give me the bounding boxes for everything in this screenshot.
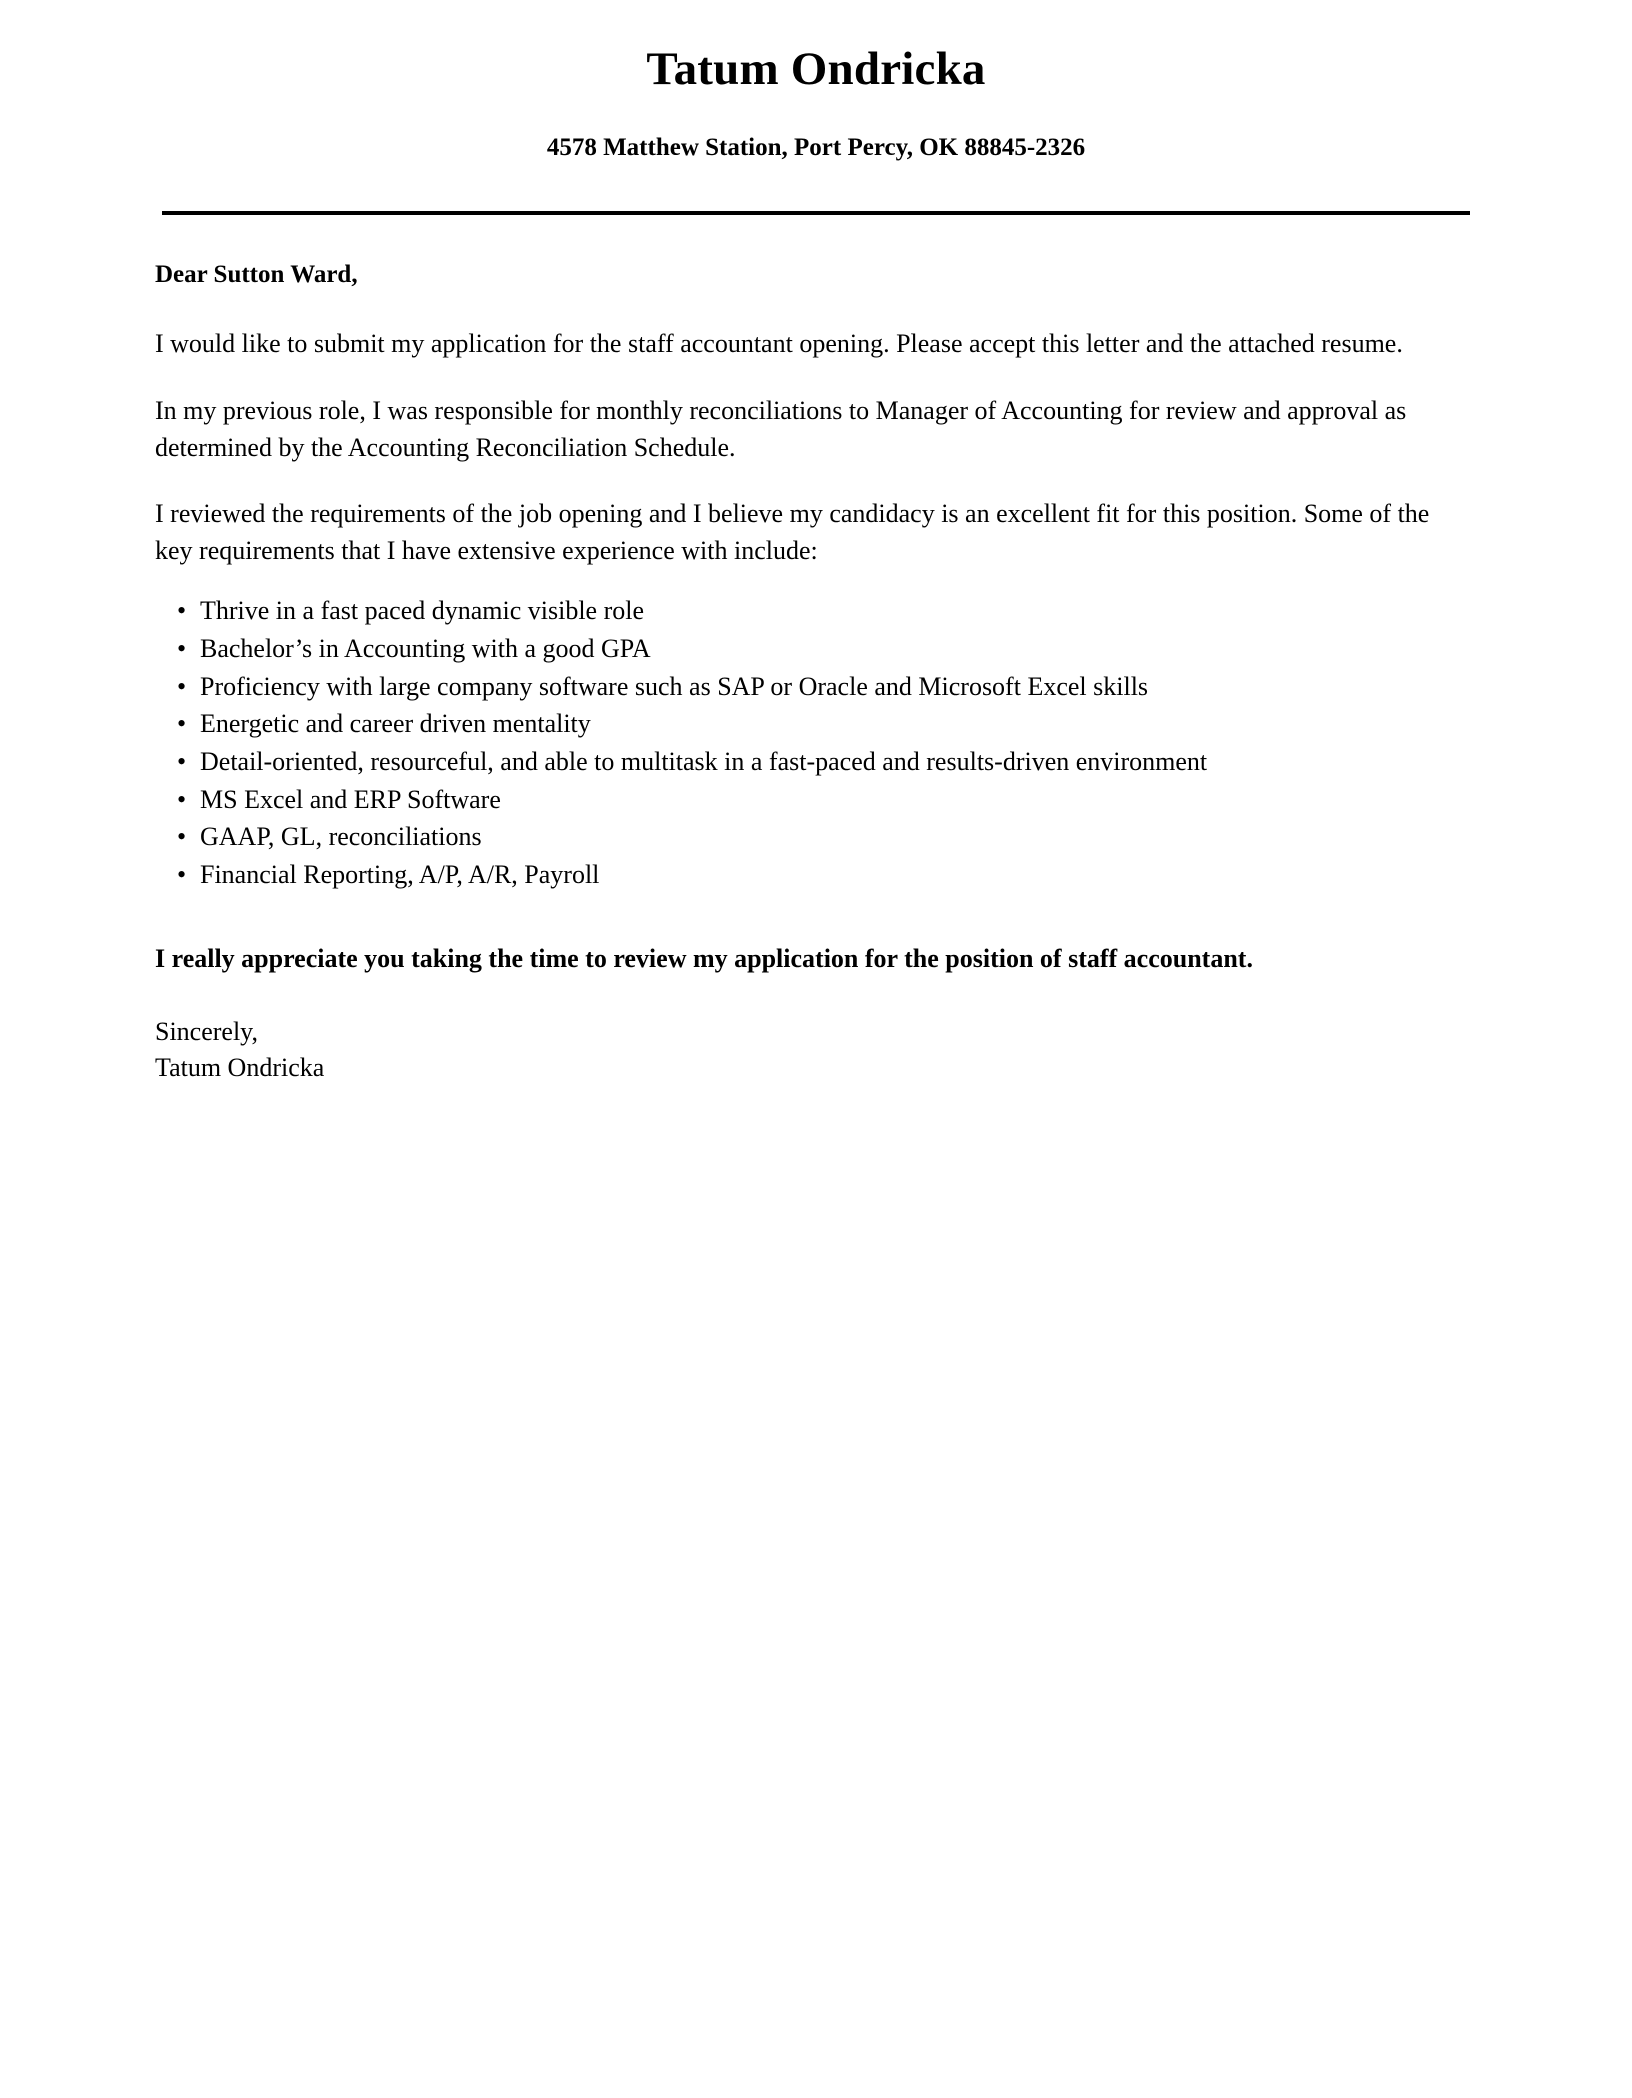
paragraph-requirements-lead: I reviewed the requirements of the job opening and I believe my candidacy is an excellent fit for this position. Some of the key requirements that I have extensive experience with include: xyxy=(155,499,1430,566)
list-item: • Proficiency with large company software such as SAP or Oracle and Microsoft Excel skills xyxy=(155,672,1471,703)
salutation: Dear Sutton Ward, xyxy=(155,261,358,288)
letterhead xyxy=(0,0,1632,160)
list-item: • Energetic and career driven mentality xyxy=(155,709,1471,740)
signature-block xyxy=(155,1014,1471,1086)
paragraph-intro: I would like to submit my application for the staff accountant opening. Please accept this letter and the attached resume. xyxy=(155,328,1403,358)
list-item: • Thrive in a fast paced dynamic visible role xyxy=(155,596,1471,627)
list-item: • Financial Reporting, A/P, A/R, Payroll xyxy=(155,860,1471,891)
closing-statement: I really appreciate you taking the time to review my application for the position of staff accountant. xyxy=(155,943,1253,973)
list-item: • GAAP, GL, reconciliations xyxy=(155,822,1471,853)
letter-body xyxy=(155,258,1471,1086)
header-divider xyxy=(162,211,1470,215)
signature-name: Tatum Ondricka xyxy=(155,1052,325,1082)
page-title: Tatum Ondricka xyxy=(646,43,986,95)
signoff-salutation: Sincerely, xyxy=(155,1016,258,1046)
list-item: • Detail-oriented, resourceful, and able to multitask in a fast-paced and results-driven environment xyxy=(155,747,1471,778)
list-item: • Bachelor’s in Accounting with a good GPA xyxy=(155,634,1471,665)
address-line: 4578 Matthew Station, Port Percy, OK 88845-2326 xyxy=(546,134,1086,161)
paragraph-experience: In my previous role, I was responsible for monthly reconciliations to Manager of Accounting for review and approval as determined by the Accounting Reconciliation Schedule. xyxy=(155,395,1407,462)
qualifications-list xyxy=(155,596,1471,890)
list-item: • MS Excel and ERP Software xyxy=(155,785,1471,816)
